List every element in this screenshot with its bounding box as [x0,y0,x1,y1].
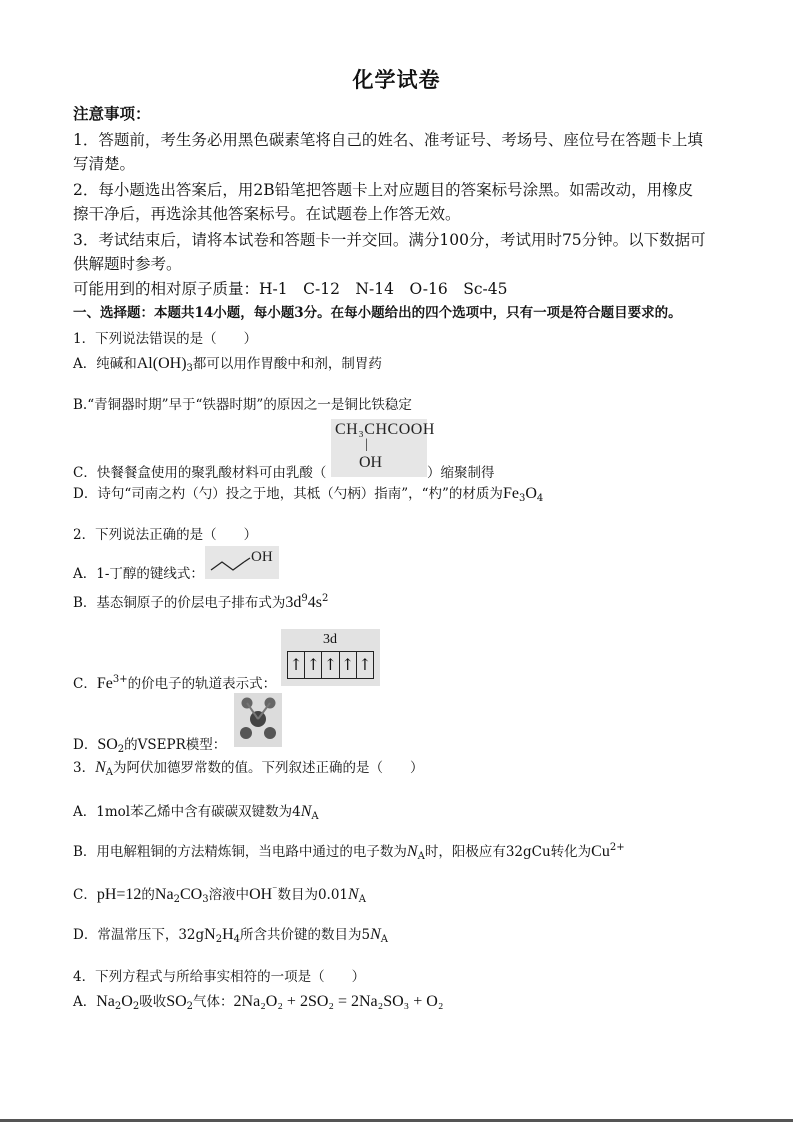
q1-stem: 1．下列说法错误的是（ ） [73,331,258,347]
q4-a-o: O [121,993,133,1010]
notice-item-1a: 1．答题前，考生务必用黑色碳素笔将自己的姓名、准考证号、考场号、座位号在答题卡上填 [73,131,703,149]
q1-a-text-post: 都可以用作胃酸中和剂，制胃药 [192,356,382,372]
q1-option-c-post: ）缩聚制得 [427,465,495,481]
q2-b-4s: 4s [307,594,323,611]
q4-option-a [73,992,443,1012]
q2-option-c [73,674,276,694]
q3-d-text: D．常温常压下，32g [73,927,205,943]
lactic-acid-figure [331,419,435,477]
q3-d-n-sub: 2 [215,934,223,945]
q1-d-formula: Fe [502,485,519,502]
q3-c-label: C． [73,887,97,903]
lactic-formula-top: CH₃CHCOOH [335,421,435,438]
q2-c-ion: Fe [96,675,113,692]
orbital-box-4: ↑ [340,652,357,678]
q4-a-mid: 吸收 [139,994,167,1010]
orbital-box-2: ↑ [305,652,322,678]
q3-c-co-sub: 3 [202,894,209,905]
orbital-box-1: ↑ [288,652,305,678]
q3-b-cu: Cu [591,843,610,860]
orbital-label: 3d [323,632,337,647]
notice-heading: 注意事项： [73,104,151,123]
q3-stem [73,758,424,778]
q4-a-o-sub: 2 [132,1001,140,1012]
q2-c-label: C． [73,676,97,692]
notice-item-3b: 供解题时参考。 [73,255,182,273]
q1-a-formula: Al(OH) [136,355,187,372]
orbital-boxes [287,651,374,679]
q3-d-na-sub: A [380,934,389,945]
notice-item-3a: 3．考试结束后，请将本试卷和答题卡一并交回。满分100分，考试用时75分钟。以下数据可 [73,231,706,249]
page-title: 化学试卷 [352,67,441,92]
butanol-oh: OH [251,549,273,565]
orbital-box-5: ↑ [358,655,372,674]
q4-a-gas-sub: 2 [186,1001,194,1012]
q4-a-equation: 2Na₂O₂ + 2SO₂ = 2Na₂SO₃ + O₂ [233,993,444,1010]
q4-stem: 4．下列方程式与所给事实相符的一项是（ ） [73,969,366,985]
so2-vsepr-figure [234,693,282,747]
q2-option-a: A．1-丁醇的键线式： [73,566,204,582]
q2-b-text: B．基态铜原子的价层电子排布式为 [73,595,286,611]
q3-c-mid2: 溶液中 [208,887,250,903]
q3-b-na-sub: A [417,851,425,862]
q3-d-h-sub: 4 [233,934,241,945]
q2-b-sup2: 2 [322,593,329,604]
q2-c-text: 的价电子的轨道表示式： [127,676,277,692]
q3-num: 3． [73,760,96,776]
butanol-skeletal-figure [205,546,279,579]
q1-option-d [73,484,543,504]
q4-a-label: A． [73,994,97,1010]
q1-option-a [73,354,382,374]
q2-stem: 2．下列说法正确的是（ ） [73,527,258,543]
q2-d-text: 的VSEPR模型： [124,737,227,753]
q4-a-na: Na [96,993,115,1010]
q2-d-sub: 2 [117,744,125,755]
q1-a-sub: 3 [186,363,193,374]
q4-a-na-sub: 2 [114,1001,122,1012]
q1-a-text: A．纯碱和 [73,356,137,372]
q2-option-d [73,735,226,755]
q3-option-c [73,885,366,905]
q3-option-a [73,802,319,822]
q2-d-label: D． [73,737,98,753]
q3-option-d [73,925,388,945]
q2-b-3d: 3d [285,594,302,611]
q1-d-text: D．诗句“司南之杓（勺）投之于地，其柢（勺柄）指南”，“杓”的材质为 [73,486,503,502]
q3-d-h: H [222,926,234,943]
q3-b-cu-sup: 2+ [609,842,625,853]
q2-option-b [73,593,328,613]
q3-b-text: B．用电解粗铜的方法精炼铜，当电路中通过的电子数为 [73,844,407,860]
q4-a-mid2: 气体： [193,994,234,1010]
notice-item-2a: 2．每小题选出答案后，用2B铅笔把答题卡上对应题目的答案标号涂黑。如需改动，用橡皮 [73,181,694,199]
q3-c-co: CO [179,886,203,903]
notice-item-2b: 擦干净后，再选涂其他答案标号。在试题卷上作答无效。 [73,205,461,223]
q3-b-na: N [406,843,418,860]
atomic-mass-line: 可能用到的相对原子质量：H-1 C-12 N-14 O-16 Sc-45 [73,280,508,298]
q1-option-c-pre: C．快餐餐盒使用的聚乳酸材料可由乳酸（ [73,465,327,481]
q4-a-gas: SO [166,993,187,1010]
q3-c-na: Na [154,886,174,903]
q3-na: N [95,759,106,776]
q3-c-oh-sup: ⁻ [272,885,278,896]
q3-a-text: A．1mol苯乙烯中含有碳碳双键数为4 [73,804,301,820]
q2-b-sup1: 9 [301,593,308,604]
vsepr-model [234,693,282,747]
q3-c-oh: OH [249,886,273,903]
q3-c-ph: pH=12 [96,886,142,903]
q3-a-na-sub: A [311,811,319,822]
q3-c-na-const-sub: A [358,894,366,905]
q1-d-sub2: 4 [536,493,544,504]
q3-c-mid1: 的 [141,887,155,903]
section-heading: 一、选择题：本题共14小题，每小题3分。在每小题给出的四个选项中，只有一项是符合题目要求的。 [73,305,682,321]
q3-c-na-sub: 2 [173,894,180,905]
orbital-diagram-figure [281,629,380,686]
q3-option-b [73,842,625,862]
q3-stem-text: 为阿伏加德罗常数的值。下列叙述正确的是（ ） [113,760,424,776]
q3-na-sub: A [105,767,113,778]
q3-d-n: N [204,926,216,943]
q3-c-na-const: N [348,886,359,903]
q3-a-na: N [300,803,312,820]
q3-c-post: 数目为0.01 [277,887,349,903]
q1-option-b: B.“青铜器时期”早于“铁器时期”的原因之一是铜比铁稳定 [73,397,412,413]
notice-item-1b: 写清楚。 [73,155,136,173]
q3-d-post: 所含共价键的数目为5 [240,927,371,943]
q3-b-mid: 时，阳极应有32gCu转化为 [424,844,592,860]
orbital-box-3: ↑ [322,652,339,678]
q1-d-o: O [525,485,537,502]
lactic-bond: | [365,437,368,452]
q2-c-sup: 3+ [112,674,128,685]
q2-d-formula: SO [97,736,118,753]
q3-d-na: N [370,926,381,943]
q1-d-sub1: 3 [518,493,526,504]
lactic-oh: OH [359,454,383,471]
